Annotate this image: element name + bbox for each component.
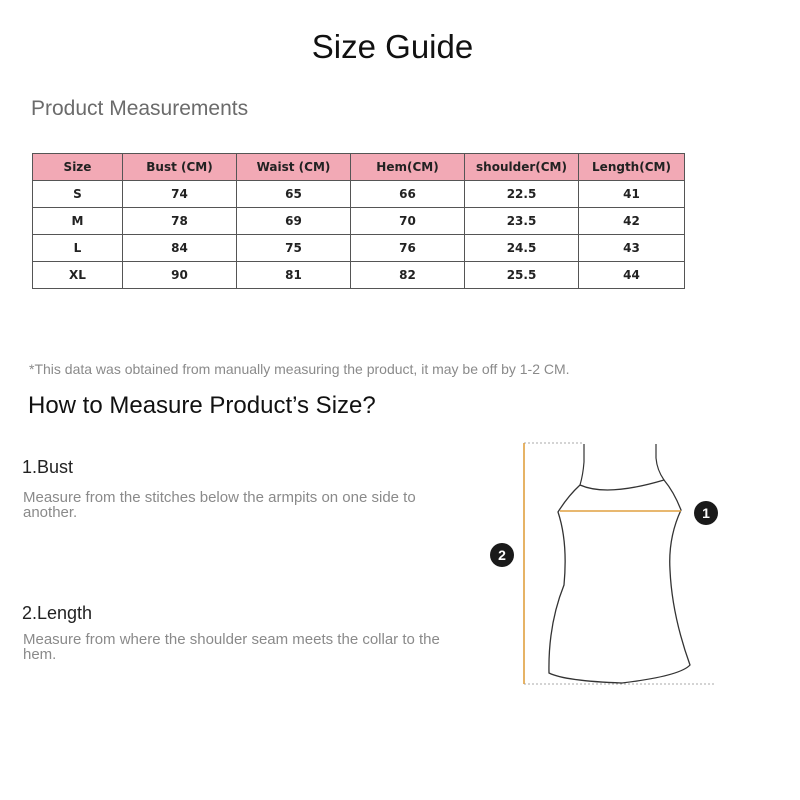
cell-size: M [33, 208, 123, 235]
cell-waist: 75 [237, 235, 351, 262]
garment-diagram [480, 430, 740, 700]
left-strap [580, 444, 584, 485]
cell-hem: 70 [351, 208, 465, 235]
cell-waist: 81 [237, 262, 351, 289]
step-length-description: Measure from where the shoulder seam meets the collar to the hem. [23, 632, 440, 663]
cell-hem: 76 [351, 235, 465, 262]
cell-length: 41 [579, 181, 685, 208]
cell-length: 43 [579, 235, 685, 262]
cell-size: S [33, 181, 123, 208]
how-to-title: How to Measure Product’s Size? [28, 392, 376, 419]
table-row [33, 208, 685, 235]
table-row [33, 235, 685, 262]
cell-bust: 90 [123, 262, 237, 289]
cell-shoulder: 25.5 [465, 262, 579, 289]
table-row [33, 262, 685, 289]
cell-size: XL [33, 262, 123, 289]
cell-shoulder: 22.5 [465, 181, 579, 208]
cell-size: L [33, 235, 123, 262]
cell-length: 42 [579, 208, 685, 235]
header-hem: Hem(CM) [351, 154, 465, 181]
cell-length: 44 [579, 262, 685, 289]
step-bust-description: Measure from the stitches below the armpits on one side to another. [23, 490, 416, 521]
header-shoulder: shoulder(CM) [465, 154, 579, 181]
marker-length-label: 2 [498, 547, 506, 563]
cell-shoulder: 23.5 [465, 208, 579, 235]
cell-bust: 84 [123, 235, 237, 262]
header-waist: Waist (CM) [237, 154, 351, 181]
table-header-row [33, 154, 685, 181]
size-table [32, 153, 685, 289]
page-title: Size Guide [311, 28, 474, 65]
cell-shoulder: 24.5 [465, 235, 579, 262]
header-size: Size [33, 154, 123, 181]
cell-bust: 74 [123, 181, 237, 208]
right-strap [656, 444, 664, 480]
table-row [33, 181, 685, 208]
step-length-title: 2.Length [22, 603, 93, 623]
measurement-note: *This data was obtained from manually measuring the product, it may be off by 1-2 CM. [29, 361, 570, 377]
header-bust: Bust (CM) [123, 154, 237, 181]
step-bust-title: 1.Bust [22, 457, 74, 477]
cell-hem: 66 [351, 181, 465, 208]
cell-hem: 82 [351, 262, 465, 289]
cell-bust: 78 [123, 208, 237, 235]
cell-waist: 65 [237, 181, 351, 208]
header-length: Length(CM) [579, 154, 685, 181]
marker-bust-label: 1 [702, 505, 710, 521]
cell-waist: 69 [237, 208, 351, 235]
section-title: Product Measurements [31, 97, 249, 120]
